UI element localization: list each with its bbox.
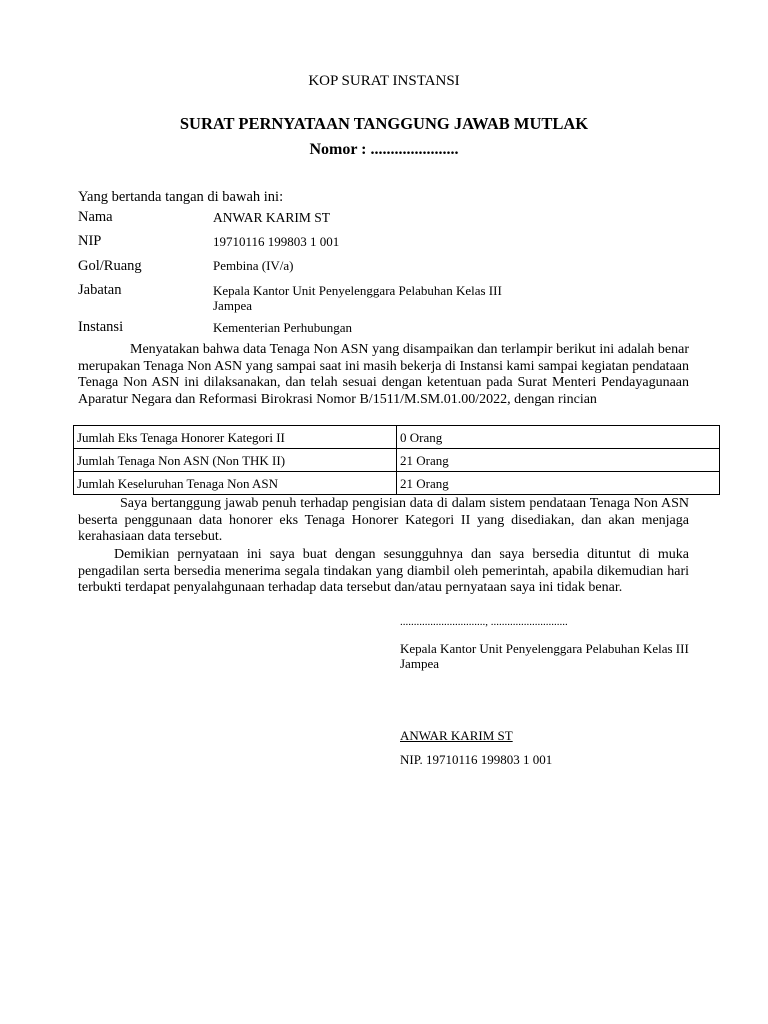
closing-paragraph: Demikian pernyataan ini saya buat dengan sesungguhnya dan saya bersedia dituntut di muka pengadilan serta bersedia menerima segala tindakan yang diambil oleh pemerintah, apabila dikemudian hari terbukti terdapat penyalahgunaan terhadap data tersebut dan/atau pernyataan saya ini tidak benar. (78, 547, 689, 595)
table-row (74, 472, 720, 495)
label-instansi: Instansi (78, 319, 124, 335)
rincian-table (73, 425, 720, 495)
table-row (74, 426, 720, 449)
label-nip: NIP (78, 233, 102, 249)
label-jabatan: Jabatan (78, 282, 122, 298)
signature-name: ANWAR KARIM ST (400, 728, 513, 743)
signature-place-date: ..............................., ............................ (400, 616, 568, 628)
signature-position: Kepala Kantor Unit Penyelenggara Pelabuhan Kelas III Jampea (400, 641, 689, 671)
table-cell-label: Jumlah Eks Tenaga Honorer Kategori II (74, 426, 397, 449)
value-nip: 19710116 199803 1 001 (213, 234, 340, 249)
table-cell-label: Jumlah Tenaga Non ASN (Non THK II) (74, 449, 397, 472)
table-row (74, 449, 720, 472)
label-gol-ruang: Gol/Ruang (78, 258, 142, 274)
signature-nip: NIP. 19710116 199803 1 001 (400, 752, 553, 767)
document-title: SURAT PERNYATAAN TANGGUNG JAWAB MUTLAK (179, 114, 589, 133)
letterhead: KOP SURAT INSTANSI (308, 73, 460, 89)
value-gol-ruang: Pembina (IV/a) (213, 258, 294, 273)
table-cell-value: 21 Orang (397, 472, 720, 495)
statement-paragraph: Menyatakan bahwa data Tenaga Non ASN yang disampaikan dan terlampir berikut ini adalah benar merupakan Tenaga Non ASN yang sampai saat ini masih bekerja di Instansi kami sampai kegiatan pendataan Tenaga Non ASN ini dilaksanakan, dan telah sesuai dengan ketentuan pada Surat Menteri Pendayagunaan Aparatur Negara dan Reformasi Birokrasi Nomor B/1511/M.SM.01.00/2022, dengan rincian (78, 342, 689, 407)
table-cell-value: 21 Orang (397, 449, 720, 472)
value-jabatan: Kepala Kantor Unit Penyelenggara Pelabuhan Kelas III Jampea (213, 283, 502, 313)
value-nama: ANWAR KARIM ST (213, 210, 331, 225)
table-cell-value: 0 Orang (397, 426, 720, 449)
intro-text: Yang bertanda tangan di bawah ini: (78, 189, 284, 205)
responsibility-paragraph: Saya bertanggung jawab penuh terhadap pengisian data di dalam sistem pendataan Tenaga Non ASN beserta penggunaan data honorer eks Tenaga Honorer Kategori II yang disediakan, dan akan menjaga kerahasiaan data tersebut. (78, 496, 689, 544)
value-instansi: Kementerian Perhubungan (213, 320, 352, 335)
document-number: Nomor : ...................... (309, 141, 459, 158)
label-nama: Nama (78, 209, 113, 225)
table-cell-label: Jumlah Keseluruhan Tenaga Non ASN (74, 472, 397, 495)
